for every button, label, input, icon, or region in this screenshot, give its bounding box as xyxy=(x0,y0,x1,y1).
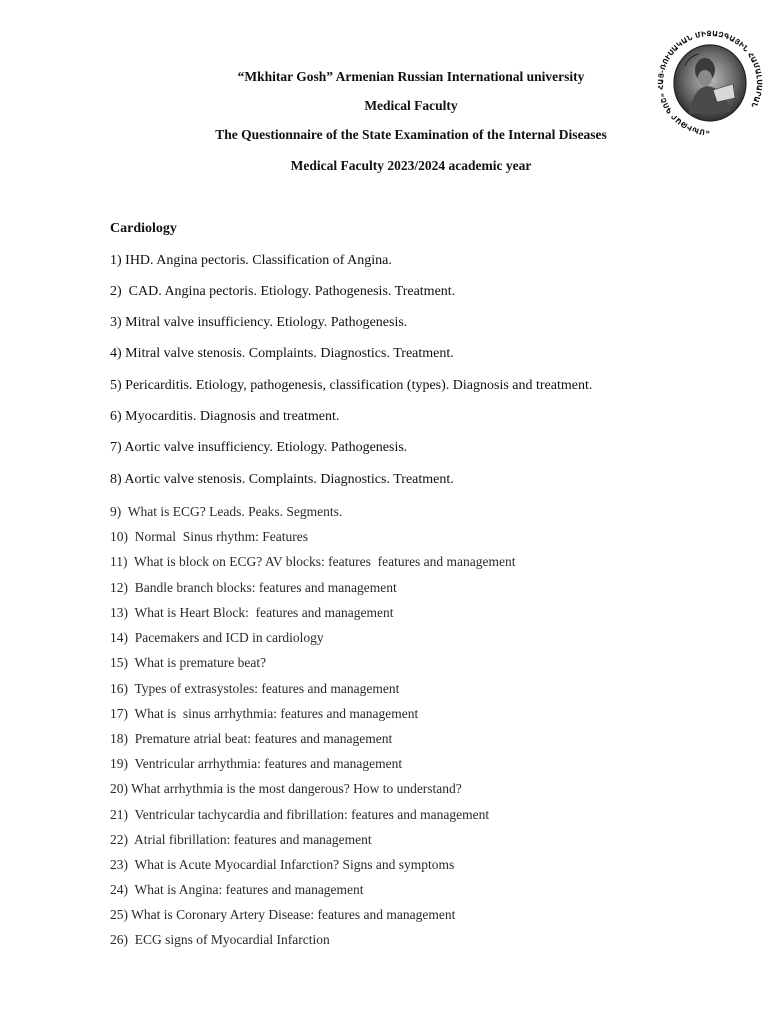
question-item: 6) Myocarditis. Diagnosis and treatment. xyxy=(110,409,340,424)
question-item: 11) What is block on ECG? AV blocks: features features and management xyxy=(110,554,516,569)
question-item: 18) Premature atrial beat: features and management xyxy=(110,731,393,746)
question-item: 23) What is Acute Myocardial Infarction? Signs and symptoms xyxy=(110,857,455,872)
question-item: 8) Aortic valve stenosis. Complaints. Diagnostics. Treatment. xyxy=(110,472,454,487)
question-item: 13) What is Heart Block: features and management xyxy=(110,605,394,620)
university-seal-logo xyxy=(655,26,765,142)
question-item: 2) CAD. Angina pectoris. Etiology. Pathogenesis. Treatment. xyxy=(110,284,456,299)
question-item: 20) What arrhythmia is the most dangerous? How to understand? xyxy=(110,781,462,796)
question-item: 1) IHD. Angina pectoris. Classification of Angina. xyxy=(110,253,392,268)
section-title-cardiology: Cardiology xyxy=(110,221,177,236)
question-item: 19) Ventricular arrhythmia: features and management xyxy=(110,756,403,771)
question-item: 25) What is Coronary Artery Disease: features and management xyxy=(110,907,456,922)
question-item: 4) Mitral valve stenosis. Complaints. Diagnostics. Treatment. xyxy=(110,346,454,361)
question-item: 12) Bandle branch blocks: features and management xyxy=(110,580,397,595)
question-item: 14) Pacemakers and ICD in cardiology xyxy=(110,630,324,645)
question-item: 5) Pericarditis. Etiology, pathogenesis, classification (types). Diagnosis and treatment. xyxy=(110,378,593,393)
question-item: 7) Aortic valve insufficiency. Etiology. Pathogenesis. xyxy=(110,440,408,455)
question-item: 26) ECG signs of Myocardial Infarction xyxy=(110,932,330,947)
university-name: “Mkhitar Gosh” Armenian Russian International university xyxy=(237,69,585,84)
question-item: 16) Types of extrasystoles: features and management xyxy=(110,681,400,696)
question-item: 21) Ventricular tachycardia and fibrillation: features and management xyxy=(110,807,490,822)
document-title: The Questionnaire of the State Examination of the Internal Diseases xyxy=(215,127,607,142)
question-item: 24) What is Angina: features and management xyxy=(110,882,364,897)
question-item: 3) Mitral valve insufficiency. Etiology. Pathogenesis. xyxy=(110,315,408,330)
question-item: 22) Atrial fibrillation: features and management xyxy=(110,832,372,847)
question-item: 9) What is ECG? Leads. Peaks. Segments. xyxy=(110,504,343,519)
faculty-name: Medical Faculty xyxy=(364,98,458,113)
question-item: 15) What is premature beat? xyxy=(110,655,267,670)
question-item: 17) What is sinus arrhythmia: features and management xyxy=(110,706,419,721)
academic-year: Medical Faculty 2023/2024 academic year xyxy=(290,158,532,173)
seal-ring-text: «ՄԽԻԹԱՐ ԳՈՇ» ՀԱՅ-ՌՈՒՍԱԿԱՆ ՄԻՋԱԶԳԱՅԻՆ ՀԱՄԱԼՍԱՐԱՆ xyxy=(655,28,765,138)
question-item: 10) Normal Sinus rhythm: Features xyxy=(110,529,308,544)
